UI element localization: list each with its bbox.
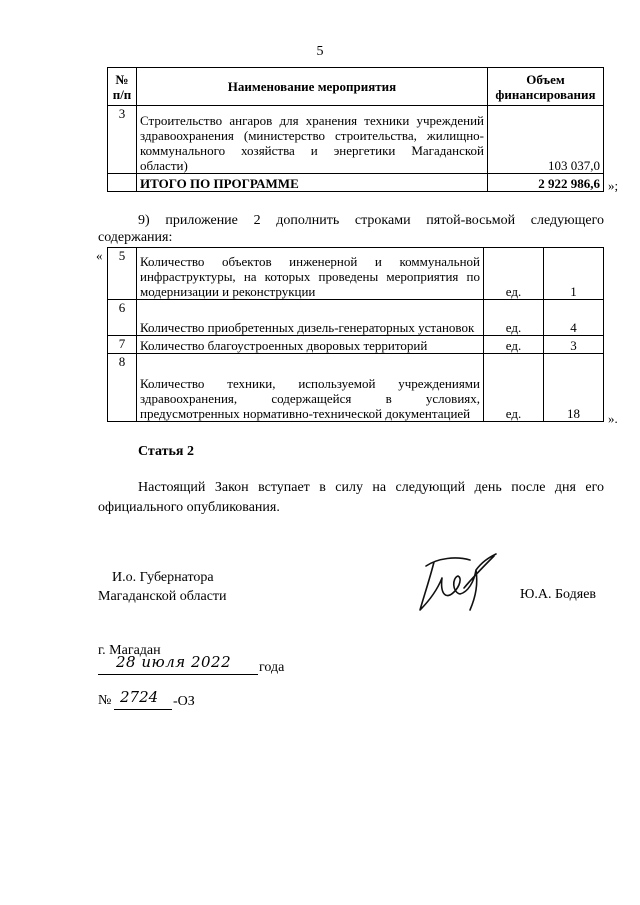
signatory-title-line1: И.о. Губернатора	[112, 570, 214, 585]
row-amount: 103 037,0	[488, 106, 604, 174]
header-number-line2: п/п	[112, 86, 132, 102]
signatory-title-line2: Магаданской области	[98, 589, 227, 604]
paragraph-9-text: 9) приложение 2 дополнить строками пятой-восьмой следующего содержания:	[98, 213, 604, 245]
row-value: 1	[544, 248, 604, 300]
row-name: Количество благоустроенных дворовых территорий	[137, 336, 484, 354]
header-number	[108, 68, 137, 106]
header-amount-line1: Объем	[526, 71, 565, 87]
total-number-cell	[108, 174, 137, 192]
table-row	[108, 106, 604, 174]
row-unit: ед.	[484, 300, 544, 336]
header-name: Наименование мероприятия	[137, 68, 488, 106]
row-number: 3	[108, 106, 137, 174]
quote-open: «	[96, 248, 103, 263]
row-unit: ед.	[484, 248, 544, 300]
header-number-line1: №	[115, 71, 129, 87]
table-row	[108, 300, 604, 336]
handwritten-date: 28 июля 2022	[116, 653, 232, 671]
program-funding-table	[107, 67, 604, 192]
article-body	[98, 478, 604, 518]
article-text: Настоящий Закон вступает в силу на следующий день после дня его официального опубликования.	[98, 480, 604, 515]
row-name: Строительство ангаров для хранения техники учреждений здравоохранения (министерство строительства, жилищно-коммунального хозяйства и энергетики Магаданской области)	[137, 106, 488, 174]
row-value: 3	[544, 336, 604, 354]
date-suffix: года	[259, 660, 285, 675]
row-name: Количество объектов инженерной и коммунальной инфраструктуры, на которых проведены мероприятия по модернизации и реконструкции	[137, 248, 484, 300]
row-number: 8	[108, 354, 137, 422]
row-name: Количество техники, используемой учреждениями здравоохранения, содержащейся в условиях, предусмотренных нормативно-технической документацией	[137, 354, 484, 422]
table-row	[108, 336, 604, 354]
table-row	[108, 248, 604, 300]
table-row	[108, 354, 604, 422]
handwritten-signature	[412, 548, 502, 626]
row-unit: ед.	[484, 354, 544, 422]
indicators-table	[107, 247, 604, 422]
row-number: 7	[108, 336, 137, 354]
signatory-title	[98, 568, 227, 606]
total-label: ИТОГО ПО ПРОГРАММЕ	[137, 174, 488, 192]
total-row	[108, 174, 604, 192]
table1-trailing: »;	[608, 178, 619, 193]
row-name: Количество приобретенных дизель-генераторных установок	[137, 300, 484, 336]
quote-close: ».	[608, 411, 618, 426]
number-underline	[114, 709, 172, 710]
number-suffix: -ОЗ	[173, 694, 195, 709]
article-title: Статья 2	[138, 444, 194, 459]
row-value: 18	[544, 354, 604, 422]
row-number: 6	[108, 300, 137, 336]
handwritten-number: 2724	[120, 688, 159, 706]
page-number: 5	[316, 44, 324, 59]
city: г. Магадан	[98, 643, 161, 658]
header-amount-line2: финансирования	[495, 86, 596, 102]
date-underline	[98, 674, 258, 675]
row-unit: ед.	[484, 336, 544, 354]
paragraph-9	[98, 212, 604, 246]
row-number: 5	[108, 248, 137, 300]
header-amount	[488, 68, 604, 106]
number-prefix: №	[98, 693, 112, 708]
total-amount: 2 922 986,6	[488, 174, 604, 192]
row-value: 4	[544, 300, 604, 336]
signatory-name: Ю.А. Бодяев	[520, 587, 597, 602]
table-header-row	[108, 68, 604, 106]
